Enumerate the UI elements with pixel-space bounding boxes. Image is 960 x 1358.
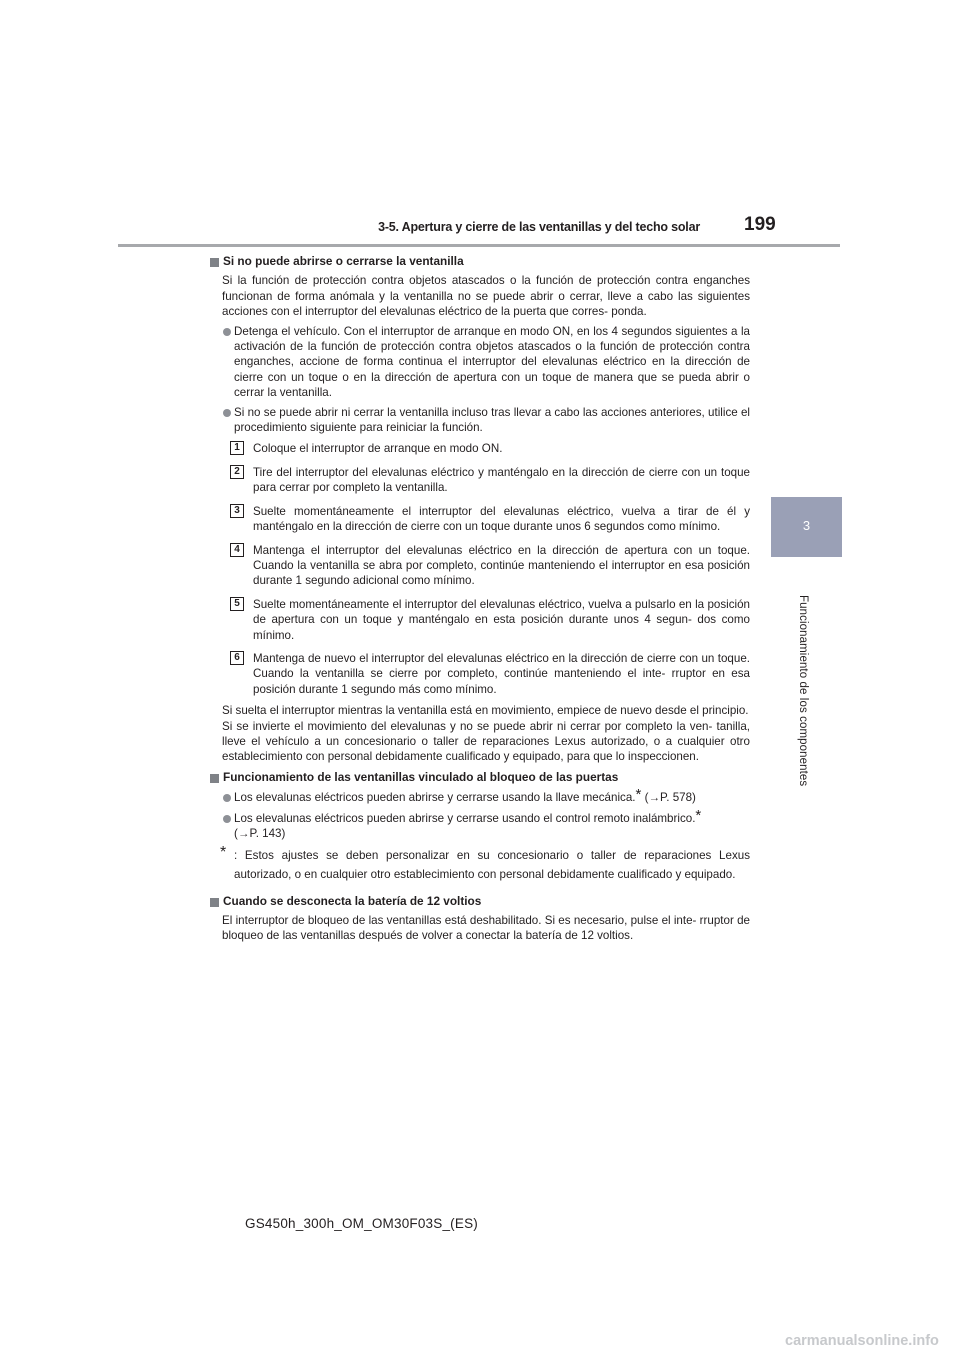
footnote-text: : Estos ajustes se deben personalizar en su concesionario o taller de reparaciones Lexus autorizado, o en cualquier otro establecimiento con personal debidamente cualificado y equipado.: [234, 849, 750, 882]
step-item: [210, 543, 750, 589]
section-heading: [210, 254, 750, 269]
step-number-box: 5: [230, 597, 244, 611]
step-number-box: 6: [230, 651, 244, 665]
heading-text: Si no puede abrirse o cerrarse la ventanilla: [223, 254, 464, 268]
header-divider: [118, 244, 840, 247]
step-number-box: 3: [230, 504, 244, 518]
bullet-item: [210, 405, 750, 436]
bullet-text: Los elevalunas eléctricos pueden abrirse y cerrarse usando la llave mecánica.: [234, 791, 636, 805]
heading-text: Cuando se desconecta la batería de 12 voltios: [223, 894, 482, 909]
closing-paragraph: Si se invierte el movimiento del elevalunas y no se puede abrir ni cerrar por completo la ven- tanilla, lleve el vehículo a un concesionario o taller de reparaciones Lexus autorizado, o a cualquier otro establecimiento con personal debidamente cualificado y equipado, para que lo inspeccionen.: [222, 719, 750, 764]
step-item: [210, 504, 750, 535]
section-heading: [210, 770, 750, 785]
asterisk-mark: *: [220, 844, 227, 862]
heading-text: Funcionamiento de las ventanillas vinculado al bloqueo de las puertas: [223, 769, 619, 784]
bullet-text: Los elevalunas eléctricos pueden abrirse y cerrarse usando el control remoto inalámbrico.: [234, 811, 696, 825]
step-number-box: 1: [230, 441, 244, 455]
step-text: Mantenga el interruptor del elevalunas eléctrico en la dirección de apertura con un toque. Cuando la ventanilla se abra por completo, continúe manteniendo el interruptor en esa posición durante 1 segundo adicional como mínimo.: [253, 543, 750, 588]
step-item: [210, 441, 750, 456]
section-heading: [210, 894, 750, 909]
asterisk-mark: *: [695, 806, 702, 824]
bullet-text: Detenga el vehículo. Con el interruptor de arranque en modo ON, en los 4 segundos siguientes a la activación de la función de protección contra objetos atascados o la función de protección contra enganches, accione de forma continua el interruptor del elevalunas eléctrico en la dirección de cierre con un toque o en la dirección de apertura con un toque de manera que se pueda abrir o cerrar la ventanilla.: [234, 324, 750, 400]
bullet-item: [210, 806, 750, 842]
page-content: [210, 254, 750, 944]
square-bullet-icon: [210, 258, 219, 267]
document-code: GS450h_300h_OM_OM30F03S_(ES): [245, 1216, 478, 1231]
section-title: 3-5. Apertura y cierre de las ventanillas y del techo solar: [378, 220, 700, 234]
step-number-box: 4: [230, 543, 244, 557]
step-text: Mantenga de nuevo el interruptor del elevalunas eléctrico en la dirección de cierre con un toque. Cuando la ventanilla se cierre por completo, continúe manteniendo el inte- rruptor en esa posición durante 1 segundo más como mínimo.: [253, 651, 750, 696]
closing-paragraph: Si suelta el interruptor mientras la ventanilla está en movimiento, empiece de nuevo desde el principio.: [222, 704, 749, 718]
chapter-title: Funcionamiento de los componentes: [797, 595, 809, 787]
step-number-box: 2: [230, 465, 244, 479]
circle-bullet-icon: [223, 409, 231, 417]
chapter-number: 3: [802, 518, 811, 533]
bullet-item: [210, 786, 750, 805]
circle-bullet-icon: [223, 794, 231, 802]
step-item: [210, 651, 750, 697]
square-bullet-icon: [210, 898, 219, 907]
circle-bullet-icon: [223, 815, 231, 823]
watermark: carmanualsonline.info: [785, 1333, 939, 1349]
page-reference: (→P. 578): [644, 791, 696, 805]
asterisk-mark: *: [635, 786, 642, 804]
step-text: Coloque el interruptor de arranque en modo ON.: [253, 442, 503, 456]
bullet-item: [210, 324, 750, 401]
step-item: [210, 597, 750, 643]
bullet-text: Si no se puede abrir ni cerrar la ventanilla incluso tras llevar a cabo las acciones anteriores, utilice el procedimiento siguiente para reiniciar la función.: [234, 405, 750, 435]
square-bullet-icon: [210, 774, 219, 783]
page-number: 199: [744, 214, 776, 235]
step-text: Suelte momentáneamente el interruptor del elevalunas eléctrico, vuelva a tirar de él y manténgalo en la dirección de cierre con un toque durante unos 6 segundos como mínimo.: [253, 504, 750, 534]
page-reference: (→P. 143): [234, 827, 286, 840]
chapter-tab: [771, 497, 842, 557]
step-text: Suelte momentáneamente el interruptor del elevalunas eléctrico, vuelva a pulsarlo en la posición de apertura con un toque y manténgalo en esta posición durante unos 4 segun- dos como mínimo.: [253, 597, 750, 642]
intro-paragraph: Si la función de protección contra objetos atascados o la función de protección contra enganches funcionan de forma anómala y la ventanilla no se puede abrir o cerrar, lleve a cabo las siguientes acciones con el interruptor del elevalunas eléctrico de la puerta que corres- ponda.: [222, 274, 750, 319]
circle-bullet-icon: [223, 328, 231, 336]
footnote: [210, 846, 750, 884]
section-paragraph: El interruptor de bloqueo de las ventanillas está deshabilitado. Si es necesario, pulse el inte- rruptor de bloqueo de las ventanillas después de volver a conectar la batería de 12 voltios.: [222, 913, 750, 943]
step-item: [210, 465, 750, 496]
step-text: Tire del interruptor del elevalunas eléctrico y manténgalo en la dirección de cierre con un toque para cerrar por completo la ventanilla.: [253, 465, 750, 495]
